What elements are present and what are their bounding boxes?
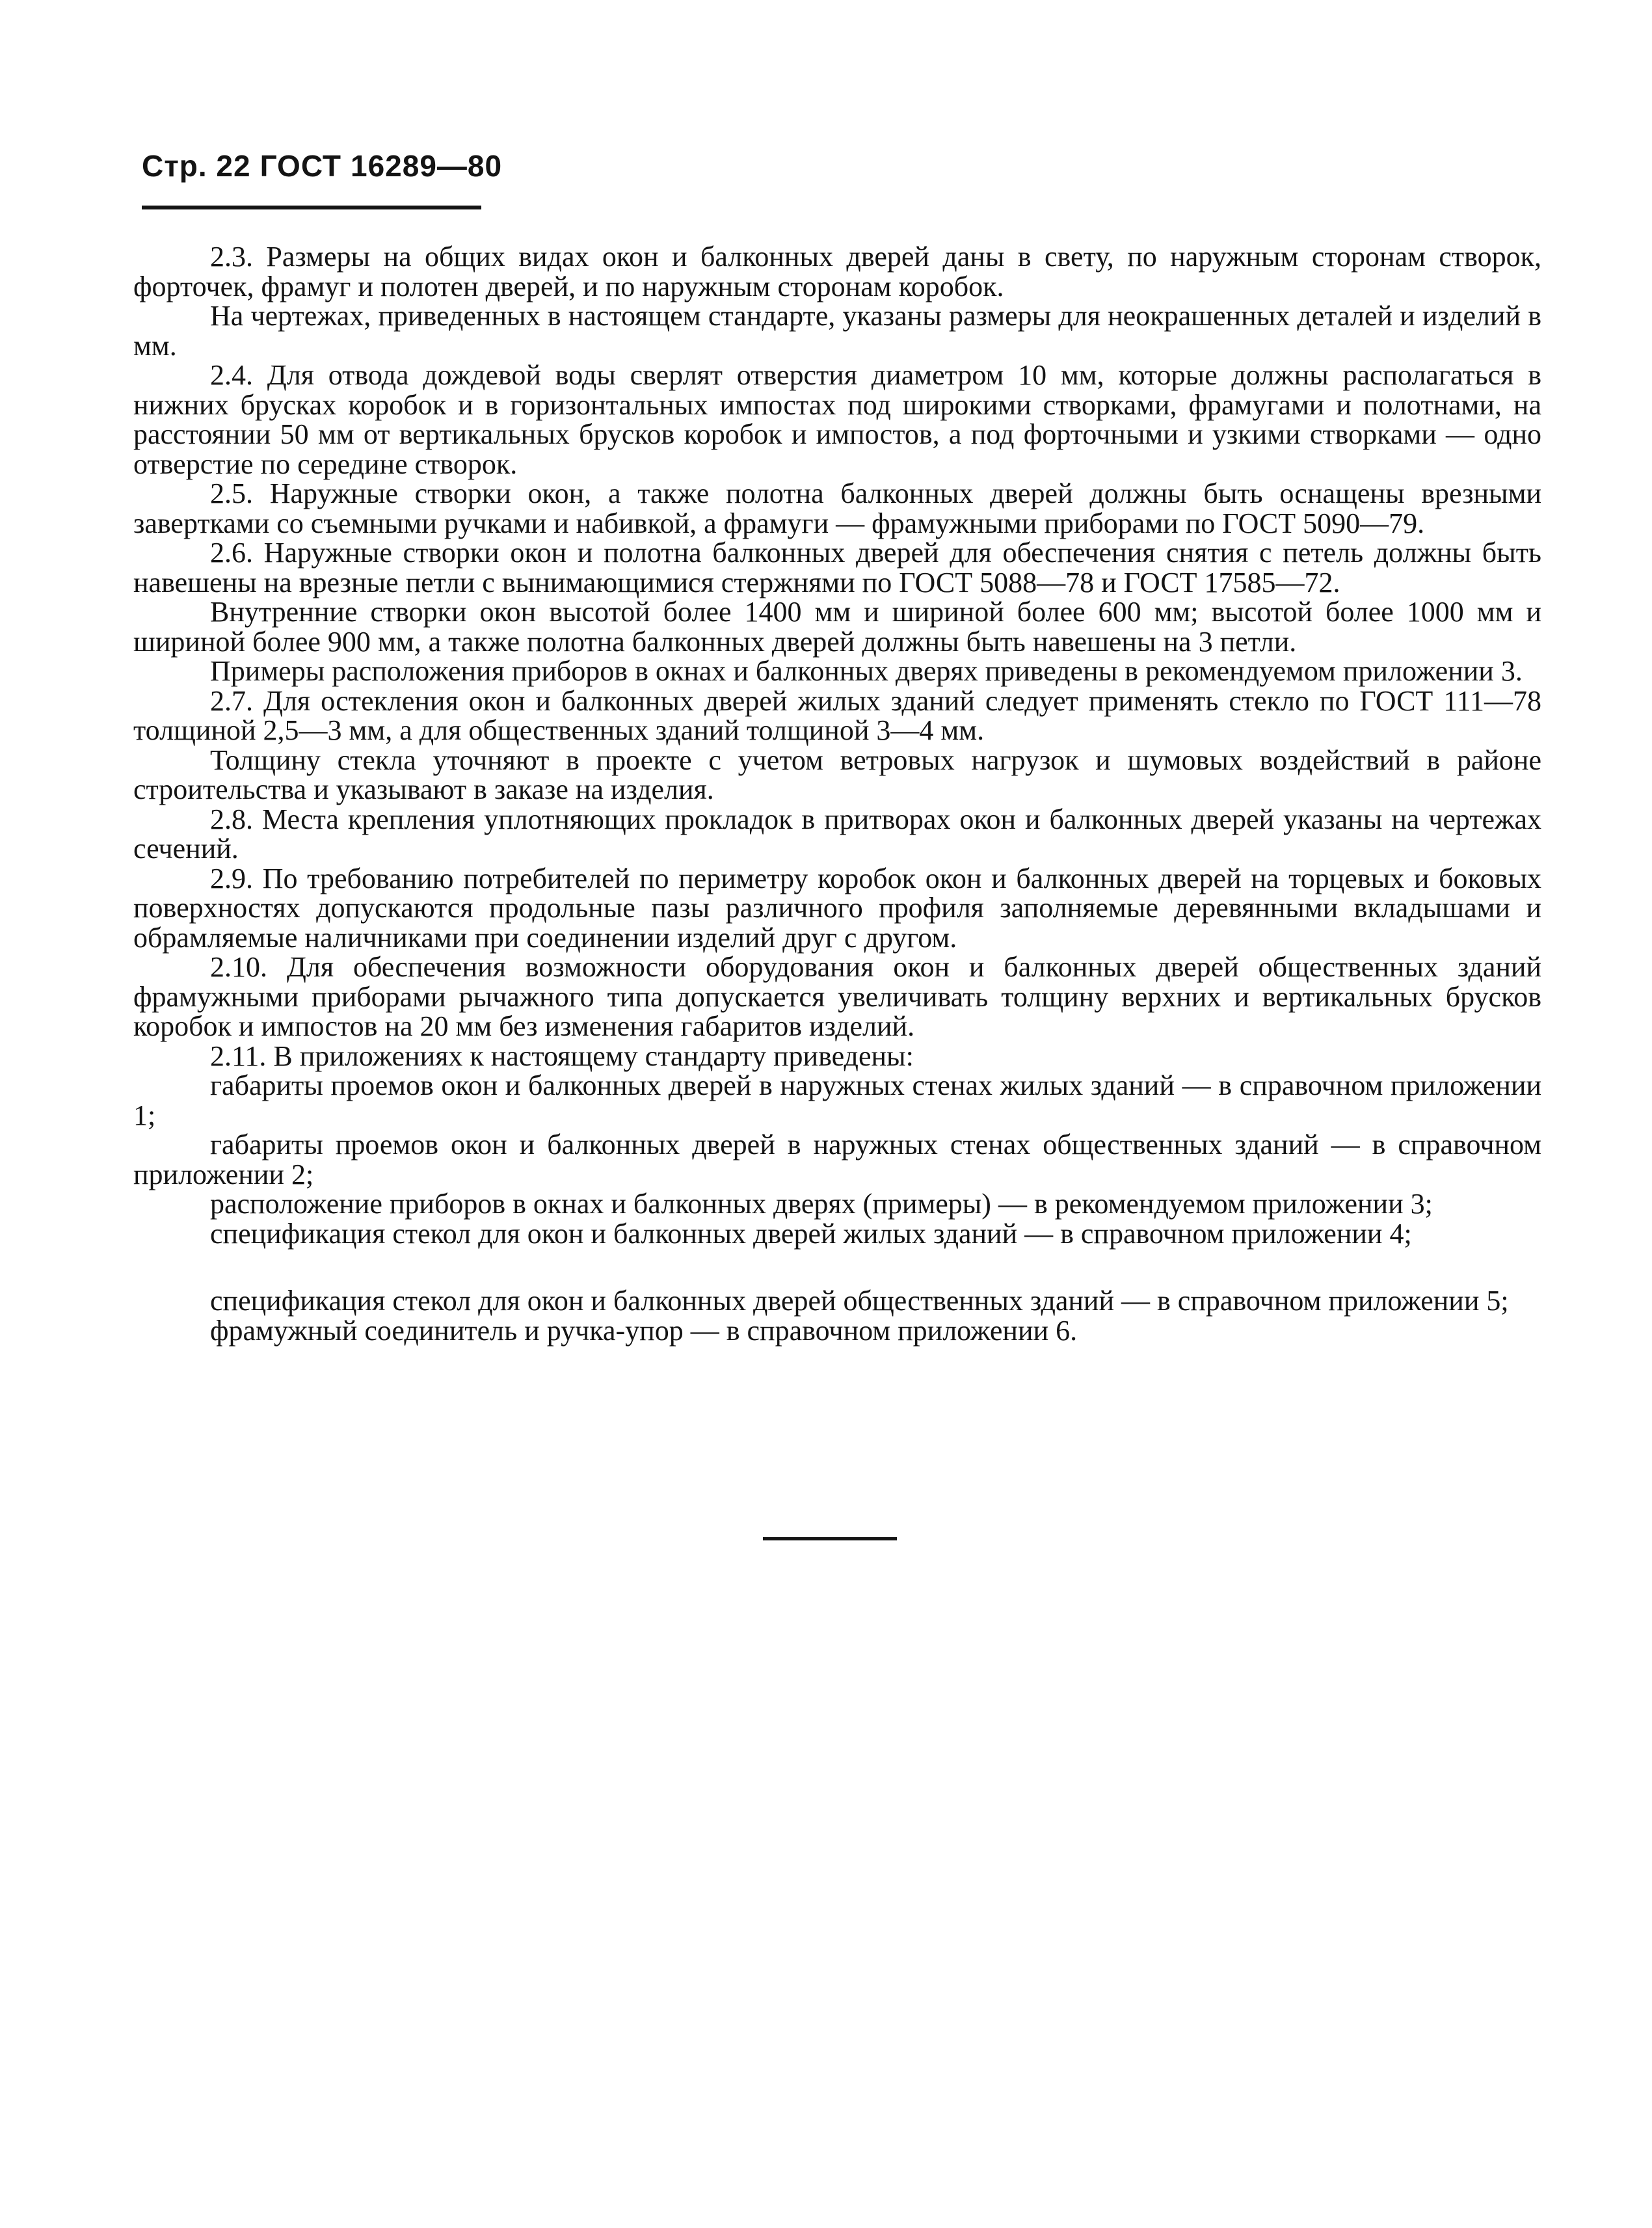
paragraph-2-6: 2.6. Наружные створки окон и полотна балконных дверей для обеспечения снятия с петель должны быть навешены на врезные петли с вынимающимися стержнями по ГОСТ 5088—78 и ГОСТ 17585—72. xyxy=(133,537,1541,598)
list-item-appendix-4: спецификация стекол для окон и балконных дверей жилых зданий — в справочном приложении 4; xyxy=(210,1217,1412,1250)
paragraph-2-7: 2.7. Для остекления окон и балконных дверей жилых зданий следует применять стекло по ГОСТ 111—78 толщиной 2,5—3 мм, а для общественных зданий толщиной 3—4 мм. xyxy=(133,684,1541,746)
paragraph-2-6-examples: Примеры расположения приборов в окнах и балконных дверях приведены в рекомендуемом приложении 3. xyxy=(210,655,1523,687)
page-number-label: Стр. 22 xyxy=(142,149,251,183)
paragraph-2-5: 2.5. Наружные створки окон, а также полотна балконных дверей должны быть оснащены врезными завертками со съемными ручками и набивкой, а фрамуги — фрамужными приборами по ГОСТ 5090—79. xyxy=(133,477,1541,539)
list-item-appendix-2: габариты проемов окон и балконных дверей в наружных стенах общественных зданий — в справочном приложении 2; xyxy=(133,1129,1541,1190)
end-rule xyxy=(763,1537,897,1540)
paragraph-2-7-thickness: Толщину стекла уточняют в проекте с учетом ветровых нагрузок и шумовых воздействий в районе строительства и указывают в заказе на изделия. xyxy=(133,744,1541,805)
paragraph-2-11: 2.11. В приложениях к настоящему стандарту приведены: xyxy=(210,1040,914,1072)
paragraph-2-3-drawings: На чертежах, приведенных в настоящем стандарте, указаны размеры для неокрашенных деталей и изделий в мм. xyxy=(133,300,1541,362)
list-item-appendix-6: фрамужный соединитель и ручка-упор — в справочном приложении 6. xyxy=(210,1314,1078,1347)
paragraph-2-8: 2.8. Места крепления уплотняющих прокладок в притворах окон и балконных дверей указаны на чертежах сечений. xyxy=(133,803,1541,865)
standard-label: ГОСТ xyxy=(260,149,342,183)
paragraph-2-10: 2.10. Для обеспечения возможности оборудования окон и балконных дверей общественных зданий фрамужными приборами рычажного типа допускается увеличивать толщину верхних и вертикальных брусков коробок и импостов на 20 мм без изменения габаритов изделий. xyxy=(133,951,1541,1042)
paragraph-2-4: 2.4. Для отвода дождевой воды сверлят отверстия диаметром 10 мм, которые должны располагаться в нижних брусках коробок и в горизонтальных импостах под широкими створками, фрамугами и полотнами, на расстоянии 50 мм от вертикальных брусков коробок и импостов, а под форточными и узкими створками — одно отверстие по середине створок. xyxy=(133,359,1541,480)
header-rule xyxy=(142,206,481,209)
body-text xyxy=(133,242,1541,1345)
running-header xyxy=(142,148,511,183)
list-item-appendix-5: спецификация стекол для окон и балконных дверей общественных зданий — в справочном приложении 5; xyxy=(210,1285,1509,1317)
list-item-appendix-3: расположение приборов в окнах и балконных дверях (примеры) — в рекомендуемом приложении 3; xyxy=(210,1188,1433,1220)
paragraph-2-6-inner-sashes: Внутренние створки окон высотой более 1400 мм и шириной более 600 мм; высотой более 1000 мм и шириной более 900 мм, а также полотна балконных дверей должны быть навешены на 3 петли. xyxy=(133,596,1541,658)
paragraph-2-9: 2.9. По требованию потребителей по периметру коробок окон и балконных дверей на торцевых и боковых поверхностях допускаются продольные пазы различного профиля заполняемые деревянными вкладышами и обрамляемые наличниками при соединении изделий друг с другом. xyxy=(133,862,1541,954)
list-item-appendix-1: габариты проемов окон и балконных дверей в наружных стенах жилых зданий — в справочном приложении 1; xyxy=(133,1069,1541,1131)
standard-number: 16289—80 xyxy=(351,149,503,183)
paragraph-2-3: 2.3. Размеры на общих видах окон и балконных дверей даны в свету, по наружным сторонам створок, форточек, фрамуг и полотен дверей, и по наружным сторонам коробок. xyxy=(133,241,1541,302)
